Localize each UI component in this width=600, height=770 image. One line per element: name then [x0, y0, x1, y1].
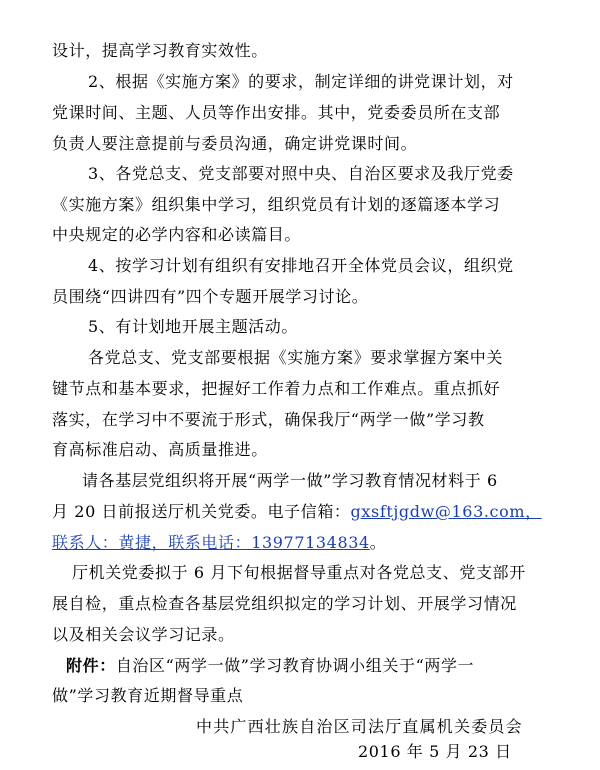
paragraph-4-line-1: 4、按学习计划有组织有安排地召开全体党员会议，组织党 [88, 256, 514, 275]
paragraph-2-line-1: 2、根据《实施方案》的要求，制定详细的讲党课计划，对 [88, 72, 514, 91]
attachment-title: 自治区“两学一做”学习教育协调小组关于“两学一 [115, 656, 475, 675]
contact-end: 。 [369, 533, 387, 552]
contact-link[interactable]: 联系人：黄捷，联系电话：13977134834 [52, 533, 370, 552]
paragraph-6-line-2: 键节点和基本要求，把握好工作着力点和工作难点。重点抓好 [52, 379, 501, 398]
paragraph-3-line-3: 中央规定的必学内容和必读篇目。 [52, 225, 302, 244]
paragraph-continuation: 设计，提高学习教育实效性。 [52, 41, 268, 60]
paragraph-8-line-3: 以及相关会议学习记录。 [52, 625, 235, 644]
attachment-line-2: 做”学习教育近期督导重点 [52, 686, 244, 705]
attachment-label: 附件： [66, 656, 116, 675]
paragraph-3-line-1: 3、各党总支、党支部要对照中央、自治区要求及我厅党委 [88, 164, 514, 183]
submission-text: 月 20 日前报送厅机关党委。电子信箱： [52, 502, 351, 521]
paragraph-2-line-3: 负责人要注意提前与委员沟通，确定讲党课时间。 [52, 134, 418, 153]
attachment-line-1 [66, 656, 474, 676]
paragraph-7-line-3 [52, 533, 386, 553]
paragraph-8-line-2: 展自检，重点检查各基层党组织拟定的学习计划、开展学习情况 [52, 594, 517, 613]
paragraph-5: 5、有计划地开展主题活动。 [88, 317, 298, 336]
paragraph-7-line-1: 请各基层党组织将开展“两学一做”学习教育情况材料于 6 [82, 471, 498, 490]
paragraph-4-line-2: 员围绕“四讲四有”四个专题开展学习讨论。 [52, 287, 369, 306]
paragraph-6-line-4: 育高标准启动、高质量推进。 [52, 440, 268, 459]
signature-date: 2016 年 5 月 23 日 [358, 742, 512, 761]
paragraph-3-line-2: 《实施方案》组织集中学习，组织党员有计划的逐篇逐本学习 [52, 195, 501, 214]
email-link[interactable]: gxsftjgdw@163.com， [350, 502, 542, 521]
paragraph-6-line-1: 各党总支、党支部要根据《实施方案》要求掌握方案中关 [88, 348, 504, 367]
paragraph-2-line-2: 党课时间、主题、人员等作出安排。其中，党委委员所在支部 [52, 103, 501, 122]
paragraph-6-line-3: 落实，在学习中不要流于形式，确保我厅“两学一做”学习教 [52, 410, 485, 429]
paragraph-7-line-2 [52, 502, 542, 522]
paragraph-8-line-1: 厅机关党委拟于 6 月下旬根据督导重点对各党总支、党支部开 [72, 563, 526, 582]
signature-organization: 中共广西壮族自治区司法厅直属机关委员会 [196, 717, 523, 736]
